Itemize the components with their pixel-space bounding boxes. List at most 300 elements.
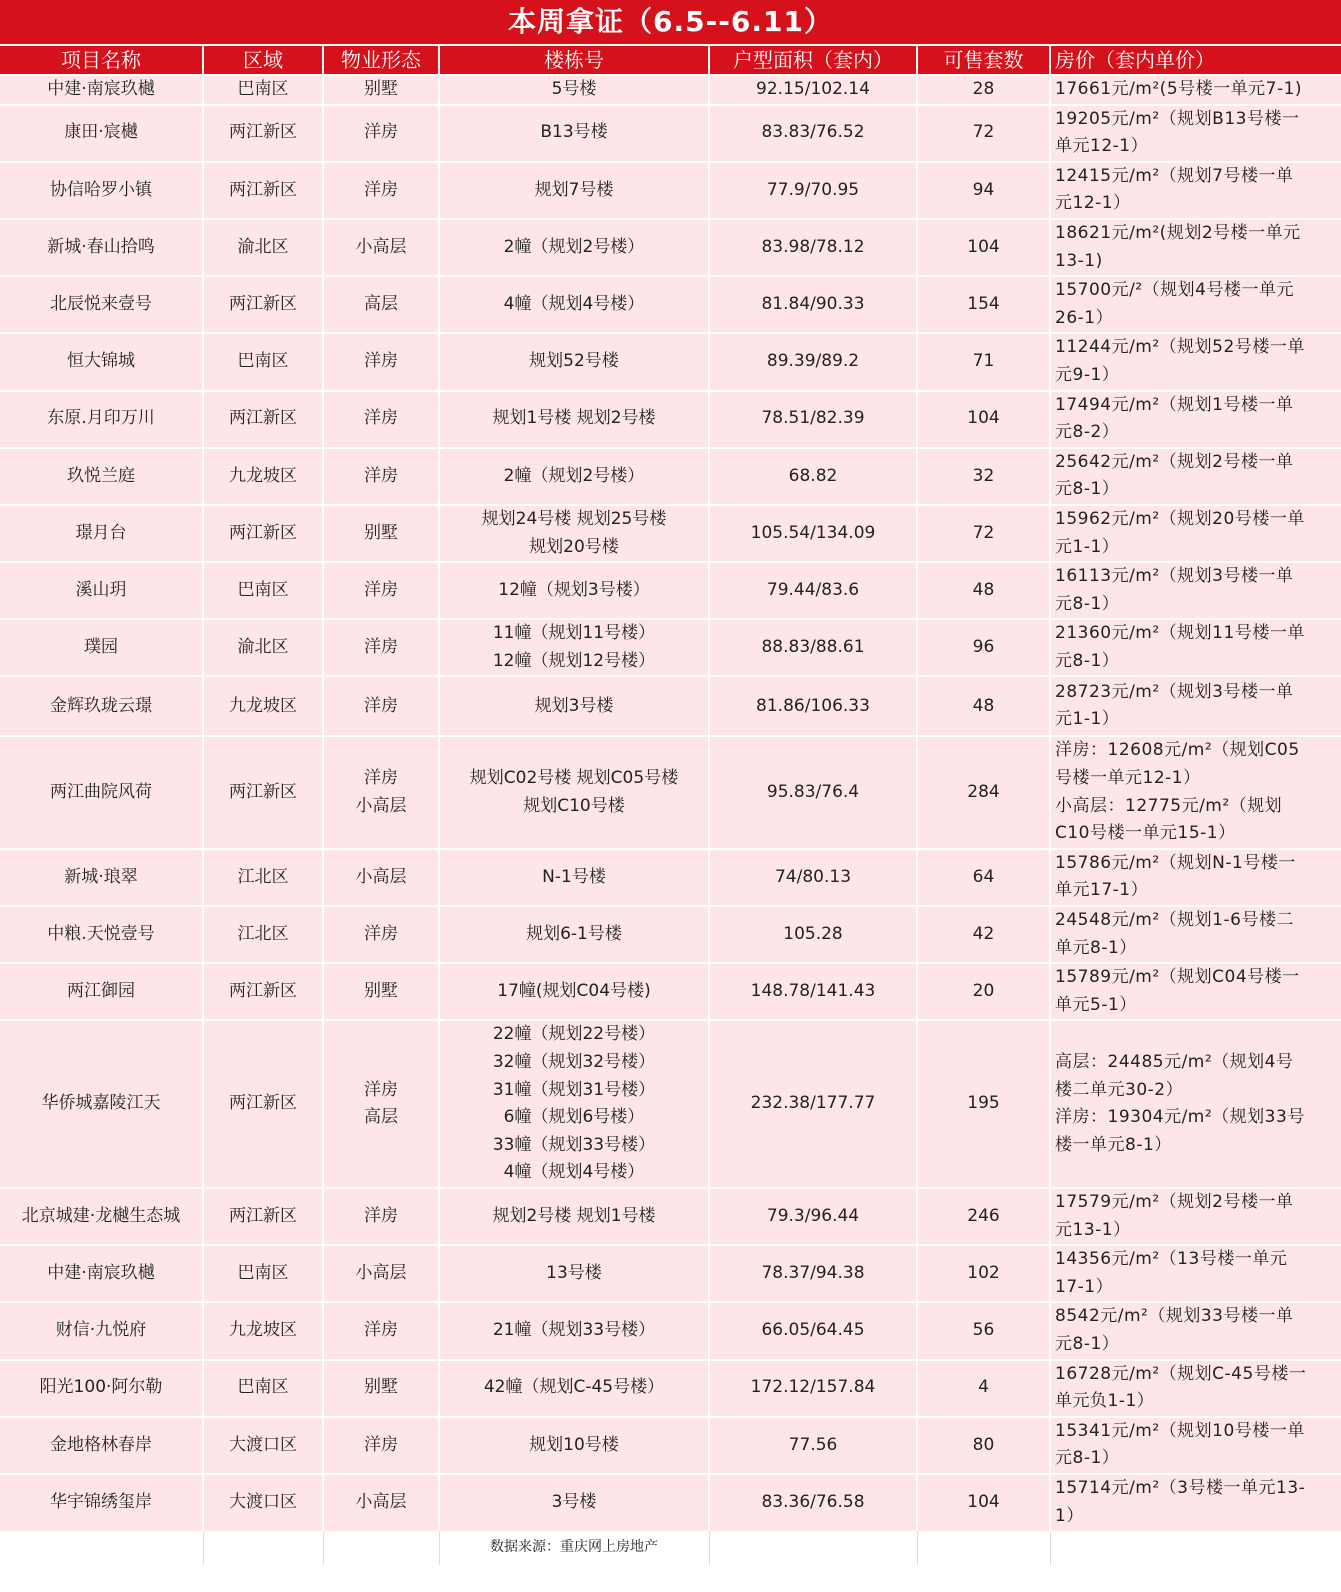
cell-property-type bbox=[323, 1417, 439, 1474]
cell-price-line: 11244元/m²（规划52号楼一单 bbox=[1055, 337, 1305, 358]
table-row bbox=[0, 1302, 1341, 1359]
cell-price bbox=[1050, 1188, 1341, 1245]
table-row bbox=[0, 219, 1341, 276]
cell-units-for-sale: 246 bbox=[917, 1188, 1050, 1245]
cell-property-type bbox=[323, 849, 439, 906]
cell-price-line: 14356元/m²（13号楼一单元 bbox=[1055, 1249, 1288, 1270]
table-row bbox=[0, 1474, 1341, 1531]
cell-price-line: 高层：24485元/m²（规划4号 bbox=[1055, 1052, 1294, 1072]
cell-project-name: 协信哈罗小镇 bbox=[0, 162, 203, 219]
cell-property-type bbox=[323, 75, 439, 105]
cell-building-no-line: B13号楼 bbox=[540, 122, 608, 143]
cell-price-line: 8542元/m²（规划33号楼一单 bbox=[1055, 1306, 1294, 1327]
cell-project-name: 新城·春山拾鸣 bbox=[0, 219, 203, 276]
cell-price bbox=[1050, 162, 1341, 219]
cell-district: 巴南区 bbox=[203, 1360, 323, 1417]
header-units-for-sale: 可售套数 bbox=[917, 46, 1050, 75]
cell-units-for-sale: 72 bbox=[917, 505, 1050, 562]
cell-price-line: 小高层：12775元/m²（规划 bbox=[1055, 795, 1283, 816]
cell-building-no-line: 6幢（规划6号楼） bbox=[503, 1107, 645, 1128]
cell-unit-area: 89.39/89.2 bbox=[709, 333, 917, 390]
cell-price-line: 单元负1-1） bbox=[1055, 1391, 1155, 1412]
cell-building-no-line: 17幢(规划C04号楼) bbox=[497, 981, 651, 1002]
cell-building-no-line: 5号楼 bbox=[551, 79, 597, 99]
cell-building-no-line: 规划C10号楼 bbox=[523, 795, 625, 816]
cell-price-line: 单元12-1） bbox=[1055, 136, 1149, 157]
cell-building-no bbox=[439, 736, 709, 848]
cell-price-line: 楼一单元8-1） bbox=[1055, 1134, 1172, 1155]
cell-project-name: 两江曲院风荷 bbox=[0, 736, 203, 848]
cell-district: 大渡口区 bbox=[203, 1474, 323, 1531]
cell-unit-area: 77.9/70.95 bbox=[709, 162, 917, 219]
cell-district: 两江新区 bbox=[203, 1020, 323, 1188]
cell-property-type-line: 别墅 bbox=[364, 79, 398, 99]
cell-units-for-sale: 284 bbox=[917, 736, 1050, 848]
cell-property-type bbox=[323, 333, 439, 390]
cell-project-name: 华宇锦绣玺岸 bbox=[0, 1474, 203, 1531]
cell-district: 江北区 bbox=[203, 849, 323, 906]
cell-project-name: 中粮.天悦壹号 bbox=[0, 906, 203, 963]
table-row bbox=[0, 276, 1341, 333]
cell-building-no bbox=[439, 162, 709, 219]
cell-price-line: 洋房：12608元/m²（规划C05 bbox=[1055, 740, 1300, 761]
cell-building-no-line: 2幢（规划2号楼） bbox=[503, 236, 645, 257]
cell-building-no bbox=[439, 906, 709, 963]
cell-units-for-sale: 94 bbox=[917, 162, 1050, 219]
cell-property-type-line: 别墅 bbox=[364, 522, 398, 543]
cell-property-type bbox=[323, 736, 439, 848]
cell-property-type-line: 小高层 bbox=[355, 1492, 407, 1513]
cell-units-for-sale: 154 bbox=[917, 276, 1050, 333]
cell-price-line: 15341元/m²（规划10号楼一单 bbox=[1055, 1420, 1305, 1441]
cell-price-line: 17-1） bbox=[1055, 1276, 1114, 1297]
cell-property-type bbox=[323, 1360, 439, 1417]
cell-property-type bbox=[323, 1188, 439, 1245]
cell-district: 巴南区 bbox=[203, 75, 323, 105]
cell-building-no bbox=[439, 333, 709, 390]
cell-units-for-sale: 104 bbox=[917, 219, 1050, 276]
cell-building-no-line: 3号楼 bbox=[551, 1492, 597, 1513]
cell-district: 两江新区 bbox=[203, 736, 323, 848]
cell-building-no-line: 规划3号楼 bbox=[534, 695, 614, 716]
cell-property-type-line: 洋房 bbox=[364, 465, 398, 486]
cell-district: 两江新区 bbox=[203, 505, 323, 562]
cell-price-line: 楼二单元30-2） bbox=[1055, 1079, 1184, 1100]
cell-district: 渝北区 bbox=[203, 619, 323, 676]
cell-price-line: C10号楼一单元15-1） bbox=[1055, 823, 1236, 844]
cell-building-no bbox=[439, 1474, 709, 1531]
cell-building-no-line: 4幢（规划4号楼） bbox=[503, 293, 645, 314]
cell-property-type-line: 小高层 bbox=[355, 1262, 407, 1283]
cell-price-line: 元1-1） bbox=[1055, 536, 1120, 557]
cell-building-no-line: 规划1号楼 规划2号楼 bbox=[492, 408, 656, 429]
cell-unit-area: 105.28 bbox=[709, 906, 917, 963]
cell-price bbox=[1050, 1020, 1341, 1188]
cell-building-no bbox=[439, 1020, 709, 1188]
cell-district: 九龙坡区 bbox=[203, 676, 323, 736]
footer-row bbox=[0, 1531, 1341, 1565]
cell-price bbox=[1050, 333, 1341, 390]
cell-district: 九龙坡区 bbox=[203, 448, 323, 505]
cell-price-line: 单元5-1） bbox=[1055, 994, 1137, 1015]
cell-project-name: 金辉玖珑云璟 bbox=[0, 676, 203, 736]
cell-price-line: 元8-1） bbox=[1055, 593, 1120, 614]
header-district: 区域 bbox=[203, 46, 323, 75]
cell-unit-area: 66.05/64.45 bbox=[709, 1302, 917, 1359]
cell-property-type-line: 小高层 bbox=[355, 236, 407, 257]
cell-district: 两江新区 bbox=[203, 391, 323, 448]
cell-district: 巴南区 bbox=[203, 1245, 323, 1302]
table-row bbox=[0, 1245, 1341, 1302]
cell-project-name: 金地格林春岸 bbox=[0, 1417, 203, 1474]
cell-units-for-sale: 195 bbox=[917, 1020, 1050, 1188]
table-row bbox=[0, 1417, 1341, 1474]
cell-building-no-line: 31幢（规划31号楼） bbox=[492, 1079, 656, 1100]
cell-building-no bbox=[439, 391, 709, 448]
cell-building-no-line: 规划2号楼 规划1号楼 bbox=[492, 1205, 656, 1226]
cell-building-no bbox=[439, 105, 709, 162]
cell-project-name: 恒大锦城 bbox=[0, 333, 203, 390]
cell-property-type-line: 洋房 bbox=[364, 768, 398, 789]
cell-units-for-sale: 102 bbox=[917, 1245, 1050, 1302]
cell-units-for-sale: 28 bbox=[917, 75, 1050, 105]
cell-price-line: 16113元/m²（规划3号楼一单 bbox=[1055, 566, 1294, 587]
cell-building-no bbox=[439, 562, 709, 619]
cell-property-type bbox=[323, 391, 439, 448]
cell-district: 巴南区 bbox=[203, 562, 323, 619]
cell-unit-area: 83.36/76.58 bbox=[709, 1474, 917, 1531]
cell-project-name: 阳光100·阿尔勒 bbox=[0, 1360, 203, 1417]
cell-property-type-line: 洋房 bbox=[364, 122, 398, 143]
table-row bbox=[0, 1188, 1341, 1245]
cell-price bbox=[1050, 849, 1341, 906]
cell-property-type bbox=[323, 676, 439, 736]
cell-unit-area: 79.3/96.44 bbox=[709, 1188, 917, 1245]
cell-units-for-sale: 32 bbox=[917, 448, 1050, 505]
table-row bbox=[0, 619, 1341, 676]
cell-property-type bbox=[323, 1474, 439, 1531]
cell-project-name: 中建·南宸玖樾 bbox=[0, 75, 203, 105]
cell-property-type-line: 小高层 bbox=[355, 866, 407, 887]
cell-unit-area: 74/80.13 bbox=[709, 849, 917, 906]
cell-units-for-sale: 42 bbox=[917, 906, 1050, 963]
table-row bbox=[0, 391, 1341, 448]
cell-unit-area: 81.84/90.33 bbox=[709, 276, 917, 333]
cell-unit-area: 78.51/82.39 bbox=[709, 391, 917, 448]
cell-building-no-line: 规划24号楼 规划25号楼 bbox=[481, 508, 667, 529]
cell-building-no bbox=[439, 1245, 709, 1302]
cell-building-no-line: 4幢（规划4号楼） bbox=[503, 1162, 645, 1183]
cell-price bbox=[1050, 562, 1341, 619]
cell-units-for-sale: 72 bbox=[917, 105, 1050, 162]
cell-property-type bbox=[323, 276, 439, 333]
cell-unit-area: 79.44/83.6 bbox=[709, 562, 917, 619]
cell-price bbox=[1050, 1360, 1341, 1417]
cell-price-line: 元13-1） bbox=[1055, 1219, 1131, 1240]
cell-building-no bbox=[439, 1360, 709, 1417]
cell-property-type bbox=[323, 505, 439, 562]
cell-building-no-line: 规划C02号楼 规划C05号楼 bbox=[469, 768, 679, 789]
cell-price bbox=[1050, 219, 1341, 276]
cell-district: 两江新区 bbox=[203, 1188, 323, 1245]
cell-price-line: 15789元/m²（规划C04号楼一 bbox=[1055, 967, 1300, 988]
cell-units-for-sale: 80 bbox=[917, 1417, 1050, 1474]
cell-building-no bbox=[439, 276, 709, 333]
cell-property-type-line: 洋房 bbox=[364, 1320, 398, 1341]
cell-price-line: 28723元/m²（规划3号楼一单 bbox=[1055, 681, 1294, 702]
cell-project-name: 财信·九悦府 bbox=[0, 1302, 203, 1359]
cell-property-type-line: 洋房 bbox=[364, 1205, 398, 1226]
cell-property-type bbox=[323, 162, 439, 219]
cell-property-type-line: 洋房 bbox=[364, 1434, 398, 1455]
certificate-table bbox=[0, 46, 1341, 1565]
cell-unit-area: 83.83/76.52 bbox=[709, 105, 917, 162]
cell-building-no bbox=[439, 1188, 709, 1245]
cell-project-name: 溪山玥 bbox=[0, 562, 203, 619]
cell-price bbox=[1050, 1417, 1341, 1474]
cell-price-line: 15700元/²（规划4号楼一单元 bbox=[1055, 280, 1294, 301]
cell-building-no-line: 12幢（规划12号楼） bbox=[492, 650, 656, 671]
table-header-row bbox=[0, 46, 1341, 75]
cell-price-line: 洋房：19304元/m²（规划33号 bbox=[1055, 1107, 1305, 1128]
cell-building-no bbox=[439, 676, 709, 736]
cell-building-no bbox=[439, 448, 709, 505]
cell-unit-area: 92.15/102.14 bbox=[709, 75, 917, 105]
cell-price-line: 元8-1） bbox=[1055, 1448, 1120, 1469]
cell-price bbox=[1050, 906, 1341, 963]
cell-building-no-line: 32幢（规划32号楼） bbox=[492, 1052, 656, 1072]
cell-units-for-sale: 48 bbox=[917, 562, 1050, 619]
cell-unit-area: 83.98/78.12 bbox=[709, 219, 917, 276]
header-unit-area: 户型面积（套内） bbox=[709, 46, 917, 75]
cell-district: 江北区 bbox=[203, 906, 323, 963]
cell-price-line: 元9-1） bbox=[1055, 364, 1120, 385]
cell-unit-area: 148.78/141.43 bbox=[709, 963, 917, 1020]
cell-units-for-sale: 104 bbox=[917, 391, 1050, 448]
cell-property-type bbox=[323, 1302, 439, 1359]
cell-price-line: 元8-1） bbox=[1055, 1333, 1120, 1354]
header-property-type: 物业形态 bbox=[323, 46, 439, 75]
cell-building-no bbox=[439, 1302, 709, 1359]
cell-price bbox=[1050, 505, 1341, 562]
cell-property-type-line: 洋房 bbox=[364, 408, 398, 429]
cell-project-name: 新城·琅翠 bbox=[0, 849, 203, 906]
table-row bbox=[0, 333, 1341, 390]
cell-property-type-line: 洋房 bbox=[364, 179, 398, 200]
cell-units-for-sale: 71 bbox=[917, 333, 1050, 390]
cell-price bbox=[1050, 1474, 1341, 1531]
cell-price bbox=[1050, 1302, 1341, 1359]
cell-unit-area: 77.56 bbox=[709, 1417, 917, 1474]
cell-project-name: 璟月台 bbox=[0, 505, 203, 562]
cell-property-type-line: 洋房 bbox=[364, 579, 398, 600]
table-row bbox=[0, 562, 1341, 619]
cell-property-type-line: 洋房 bbox=[364, 923, 398, 944]
cell-building-no-line: N-1号楼 bbox=[542, 866, 606, 887]
cell-property-type-line: 洋房 bbox=[364, 695, 398, 716]
cell-property-type-line: 别墅 bbox=[364, 981, 398, 1002]
cell-project-name: 中建·南宸玖樾 bbox=[0, 1245, 203, 1302]
cell-project-name: 两江御园 bbox=[0, 963, 203, 1020]
cell-district: 大渡口区 bbox=[203, 1417, 323, 1474]
cell-building-no-line: 33幢（规划33号楼） bbox=[492, 1134, 656, 1155]
cell-project-name: 璞园 bbox=[0, 619, 203, 676]
cell-property-type bbox=[323, 963, 439, 1020]
cell-price-line: 25642元/m²（规划2号楼一单 bbox=[1055, 451, 1294, 472]
cell-unit-area: 88.83/88.61 bbox=[709, 619, 917, 676]
cell-price bbox=[1050, 75, 1341, 105]
cell-unit-area: 232.38/177.77 bbox=[709, 1020, 917, 1188]
cell-building-no bbox=[439, 619, 709, 676]
cell-price-line: 元12-1） bbox=[1055, 193, 1131, 214]
cell-price-line: 12415元/m²（规划7号楼一单 bbox=[1055, 165, 1294, 186]
cell-price bbox=[1050, 736, 1341, 848]
cell-price-line: 26-1） bbox=[1055, 307, 1114, 328]
cell-units-for-sale: 64 bbox=[917, 849, 1050, 906]
cell-price-line: 1） bbox=[1055, 1505, 1084, 1526]
header-building-no: 楼栋号 bbox=[439, 46, 709, 75]
cell-price-line: 15786元/m²（规划N-1号楼一 bbox=[1055, 852, 1296, 873]
page-title: 本周拿证（6.5--6.11） bbox=[0, 0, 1341, 44]
cell-building-no bbox=[439, 75, 709, 105]
table-row bbox=[0, 1020, 1341, 1188]
cell-price bbox=[1050, 619, 1341, 676]
cell-property-type-line: 小高层 bbox=[355, 795, 407, 816]
cell-building-no-line: 规划7号楼 bbox=[534, 179, 614, 200]
cell-property-type bbox=[323, 619, 439, 676]
cell-district: 巴南区 bbox=[203, 333, 323, 390]
cell-building-no-line: 规划10号楼 bbox=[529, 1434, 619, 1455]
cell-price-line: 单元8-1） bbox=[1055, 937, 1137, 958]
cell-project-name: 东原.月印万川 bbox=[0, 391, 203, 448]
cell-building-no bbox=[439, 1417, 709, 1474]
cell-price-line: 16728元/m²（规划C-45号楼一 bbox=[1055, 1363, 1307, 1384]
cell-price-line: 21360元/m²（规划11号楼一单 bbox=[1055, 623, 1305, 644]
cell-project-name: 玖悦兰庭 bbox=[0, 448, 203, 505]
cell-price-line: 号楼一单元12-1） bbox=[1055, 768, 1201, 789]
cell-price bbox=[1050, 676, 1341, 736]
cell-price-line: 18621元/m²(规划2号楼一单元 bbox=[1055, 222, 1301, 243]
cell-price-line: 元8-1） bbox=[1055, 479, 1120, 500]
table-row bbox=[0, 849, 1341, 906]
cell-units-for-sale: 104 bbox=[917, 1474, 1050, 1531]
cell-price-line: 17661元/m²(5号楼一单元7-1) bbox=[1055, 79, 1303, 99]
cell-price bbox=[1050, 276, 1341, 333]
cell-district: 渝北区 bbox=[203, 219, 323, 276]
cell-building-no bbox=[439, 505, 709, 562]
cell-building-no-line: 13号楼 bbox=[546, 1262, 602, 1283]
cell-district: 两江新区 bbox=[203, 963, 323, 1020]
cell-building-no bbox=[439, 963, 709, 1020]
cell-property-type-line: 别墅 bbox=[364, 1377, 398, 1398]
cell-units-for-sale: 4 bbox=[917, 1360, 1050, 1417]
cell-property-type bbox=[323, 105, 439, 162]
cell-building-no-line: 规划20号楼 bbox=[529, 536, 619, 557]
data-source-note: 数据来源：重庆网上房地产 bbox=[439, 1531, 709, 1565]
cell-price-line: 元8-2） bbox=[1055, 422, 1120, 443]
cell-units-for-sale: 96 bbox=[917, 619, 1050, 676]
table-row bbox=[0, 963, 1341, 1020]
cell-price-line: 24548元/m²（规划1-6号楼二 bbox=[1055, 910, 1294, 931]
cell-price bbox=[1050, 963, 1341, 1020]
cell-building-no-line: 11幢（规划11号楼） bbox=[492, 623, 656, 644]
cell-building-no-line: 22幢（规划22号楼） bbox=[492, 1024, 656, 1045]
cell-property-type bbox=[323, 562, 439, 619]
cell-price-line: 单元17-1） bbox=[1055, 880, 1149, 901]
cell-property-type bbox=[323, 1245, 439, 1302]
cell-building-no-line: 规划6-1号楼 bbox=[526, 923, 622, 944]
cell-price-line: 13-1) bbox=[1055, 250, 1103, 271]
header-price: 房价（套内单价） bbox=[1050, 46, 1341, 75]
cell-property-type-line: 高层 bbox=[364, 1107, 398, 1128]
cell-unit-area: 172.12/157.84 bbox=[709, 1360, 917, 1417]
cell-price-line: 17494元/m²（规划1号楼一单 bbox=[1055, 394, 1294, 415]
cell-district: 两江新区 bbox=[203, 162, 323, 219]
cell-building-no-line: 21幢（规划33号楼） bbox=[492, 1320, 656, 1341]
cell-unit-area: 81.86/106.33 bbox=[709, 676, 917, 736]
cell-building-no bbox=[439, 219, 709, 276]
table-row bbox=[0, 736, 1341, 848]
cell-price bbox=[1050, 391, 1341, 448]
table-row bbox=[0, 676, 1341, 736]
table-row bbox=[0, 448, 1341, 505]
cell-price-line: 元8-1） bbox=[1055, 650, 1120, 671]
cell-project-name: 华侨城嘉陵江天 bbox=[0, 1020, 203, 1188]
cell-property-type-line: 洋房 bbox=[364, 351, 398, 372]
table-row bbox=[0, 162, 1341, 219]
cell-unit-area: 78.37/94.38 bbox=[709, 1245, 917, 1302]
cell-price-line: 15714元/m²（3号楼一单元13- bbox=[1055, 1478, 1306, 1499]
table-row bbox=[0, 906, 1341, 963]
cell-price-line: 19205元/m²（规划B13号楼一 bbox=[1055, 108, 1300, 129]
cell-property-type bbox=[323, 219, 439, 276]
table-row bbox=[0, 105, 1341, 162]
table-row bbox=[0, 505, 1341, 562]
cell-building-no-line: 12幢（规划3号楼） bbox=[498, 579, 650, 600]
cell-property-type bbox=[323, 448, 439, 505]
cell-unit-area: 95.83/76.4 bbox=[709, 736, 917, 848]
cell-property-type bbox=[323, 906, 439, 963]
cell-units-for-sale: 56 bbox=[917, 1302, 1050, 1359]
cell-building-no bbox=[439, 849, 709, 906]
cell-price bbox=[1050, 448, 1341, 505]
cell-property-type bbox=[323, 1020, 439, 1188]
cell-property-type-line: 洋房 bbox=[364, 1079, 398, 1100]
cell-price-line: 15962元/m²（规划20号楼一单 bbox=[1055, 508, 1305, 529]
cell-building-no-line: 42幢（规划C-45号楼） bbox=[483, 1377, 665, 1398]
cell-building-no-line: 规划52号楼 bbox=[529, 351, 619, 372]
cell-district: 两江新区 bbox=[203, 105, 323, 162]
cell-price bbox=[1050, 1245, 1341, 1302]
cell-units-for-sale: 48 bbox=[917, 676, 1050, 736]
cell-district: 两江新区 bbox=[203, 276, 323, 333]
cell-property-type-line: 洋房 bbox=[364, 637, 398, 658]
cell-units-for-sale: 20 bbox=[917, 963, 1050, 1020]
cell-price-line: 元1-1） bbox=[1055, 709, 1120, 730]
cell-price-line: 17579元/m²（规划2号楼一单 bbox=[1055, 1191, 1294, 1212]
cell-property-type-line: 高层 bbox=[364, 293, 398, 314]
cell-project-name: 北辰悦来壹号 bbox=[0, 276, 203, 333]
table-row bbox=[0, 1360, 1341, 1417]
cell-unit-area: 105.54/134.09 bbox=[709, 505, 917, 562]
cell-building-no-line: 2幢（规划2号楼） bbox=[503, 465, 645, 486]
cell-price bbox=[1050, 105, 1341, 162]
cell-unit-area: 68.82 bbox=[709, 448, 917, 505]
cell-project-name: 康田·宸樾 bbox=[0, 105, 203, 162]
table-row bbox=[0, 75, 1341, 105]
header-project-name: 项目名称 bbox=[0, 46, 203, 75]
cell-district: 九龙坡区 bbox=[203, 1302, 323, 1359]
